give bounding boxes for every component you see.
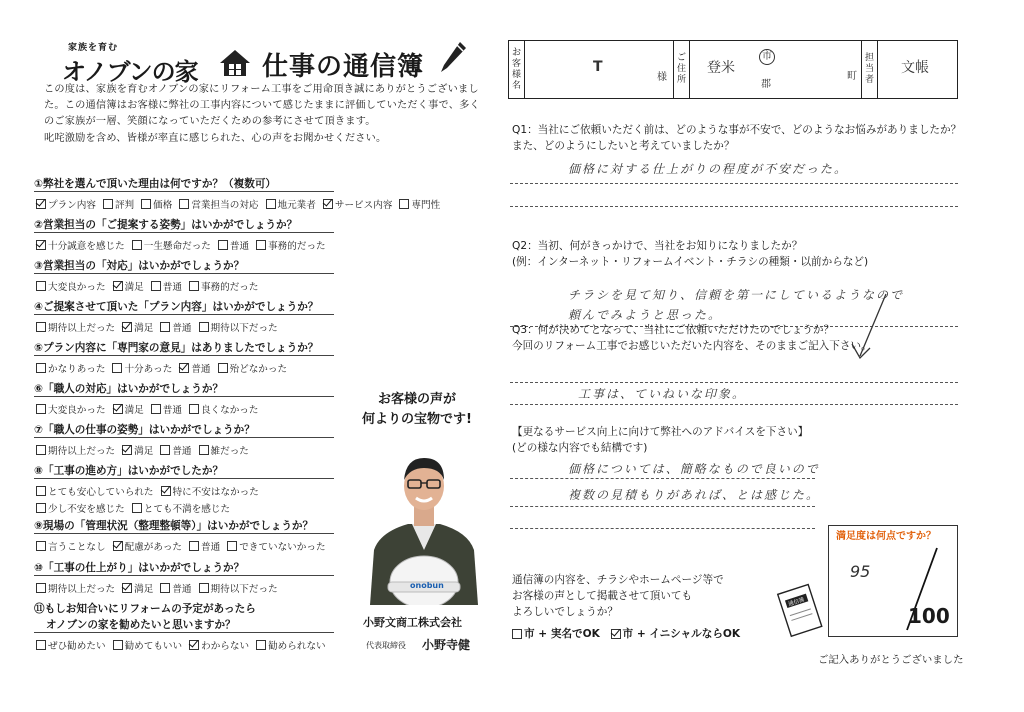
option-label: 普通 <box>201 542 221 553</box>
option-11-3[interactable] <box>189 638 249 652</box>
checkbox[interactable] <box>36 486 46 496</box>
score-title: 満足度は何点ですか？ <box>836 531 936 542</box>
option-9-1[interactable] <box>36 539 106 553</box>
option-6-3[interactable] <box>151 402 182 416</box>
handwritten-answer: 頼んでみようと思った。 <box>568 308 723 322</box>
honorific: 様 <box>657 72 667 83</box>
staff-name: 文帳 <box>901 60 929 76</box>
checkbox[interactable] <box>218 363 228 373</box>
checkbox[interactable] <box>189 404 199 414</box>
option-row <box>36 279 266 294</box>
option-11-1[interactable] <box>36 638 106 652</box>
option-label: 評判 <box>114 200 135 211</box>
question-label: ⑨現場の「管理状況（整理整頓等）」はいかがでしょうか？ <box>34 520 314 532</box>
checkbox[interactable] <box>36 404 46 414</box>
customer-name: T <box>593 59 603 75</box>
question-underline <box>34 437 334 438</box>
option-label: 十分誠意を感じた <box>48 241 125 252</box>
option-label: 事務的だった <box>268 241 326 252</box>
option-label: 言うことなし <box>48 542 106 553</box>
option-row <box>36 443 256 458</box>
option-6-2[interactable] <box>113 402 144 416</box>
option-5-4[interactable] <box>218 361 288 375</box>
checkbox[interactable] <box>611 629 621 639</box>
option-row <box>36 484 266 499</box>
option-label: わからない <box>201 641 250 652</box>
question-label: ⑩「工事の仕上がり」はいかがでしょうか？ <box>34 562 245 574</box>
option-label: とても不満を感じた <box>143 504 231 515</box>
answer-line <box>510 506 815 507</box>
checkbox[interactable] <box>103 199 113 209</box>
option-label: 雑だった <box>210 446 249 457</box>
option-row <box>36 361 294 376</box>
booklet-label: 通信簿 <box>787 597 806 608</box>
checkbox[interactable] <box>160 445 170 455</box>
checkbox[interactable] <box>122 583 132 593</box>
question-underline <box>34 478 334 479</box>
option-1-7[interactable] <box>399 197 440 211</box>
option-label: プラン内容 <box>48 200 96 211</box>
answer-line <box>510 478 815 479</box>
option-label: 期待以下だった <box>210 323 278 334</box>
handwritten-answer: 複数の見積もりがあれば、とは感じた。 <box>568 488 821 502</box>
option-label: 普通 <box>172 323 192 334</box>
answer-line <box>510 382 958 383</box>
option-2-2[interactable] <box>132 238 211 252</box>
option-11-2[interactable] <box>113 638 183 652</box>
pencil-icon <box>438 40 468 76</box>
question-label: ⑦「職人の仕事の姿勢」はいかがでしょうか？ <box>34 424 255 436</box>
booklet-icon <box>776 582 826 640</box>
option-label: とても安心していられた <box>48 487 154 498</box>
option-7-4[interactable] <box>199 443 249 457</box>
checkbox[interactable] <box>36 640 46 650</box>
question-line: Q2：当初、何がきっかけで、当社をお知りになりましたか？ <box>512 240 803 252</box>
handwritten-answer: チラシを見て知り、信頼を第一にしているようなので <box>568 288 905 302</box>
score-max: 100 <box>908 604 950 628</box>
checkbox[interactable] <box>112 363 122 373</box>
page-title: 仕事の通信簿 <box>262 52 425 82</box>
option-label: できていないかった <box>239 542 326 553</box>
option-label: 十分あった <box>124 364 173 375</box>
option-label: 大変良かった <box>48 405 106 416</box>
voice-line: 何よりの宝物です! <box>362 412 472 427</box>
intro-line: のご家族が一層、笑顔になっていただくための参考にさせて頂きます。 <box>44 116 376 128</box>
question-underline <box>34 355 334 356</box>
checkbox[interactable] <box>256 640 266 650</box>
voice-line: お客様の声が <box>377 392 456 407</box>
consent-option-realname[interactable] <box>512 626 600 641</box>
checkbox[interactable] <box>160 583 170 593</box>
free-question-2 <box>512 238 982 270</box>
consent-line: よろしいでしょうか？ <box>512 606 618 618</box>
option-row <box>36 501 237 516</box>
option-label: 満足 <box>134 323 154 334</box>
checkbox[interactable] <box>199 445 209 455</box>
option-label: 配慮があった <box>124 542 183 553</box>
checkbox[interactable] <box>36 541 46 551</box>
option-1-6[interactable] <box>323 197 393 211</box>
option-9-4[interactable] <box>227 539 325 553</box>
question-line: また、どのようにしたいと考えていましたか？ <box>512 140 735 152</box>
checkbox[interactable] <box>36 445 46 455</box>
checkbox[interactable] <box>113 404 123 414</box>
option-label: 大変良かった <box>48 282 106 293</box>
question-underline <box>34 314 334 315</box>
option-label: 価格 <box>153 200 173 211</box>
checkbox[interactable] <box>122 445 132 455</box>
option-label: 専門性 <box>411 200 441 211</box>
question-underline <box>34 575 334 576</box>
checkbox[interactable] <box>113 640 123 650</box>
question-line: (どの様な内容でも結構です) <box>512 442 648 454</box>
checkbox[interactable] <box>36 322 46 332</box>
option-1-3[interactable] <box>141 197 172 211</box>
arrow-icon <box>848 290 908 370</box>
helmet-logo-text: onobun <box>410 581 444 590</box>
checkbox[interactable] <box>399 199 409 209</box>
option-label: かなりあった <box>48 364 106 375</box>
option-label: 期待以上だった <box>48 323 116 334</box>
free-question-1 <box>512 122 982 154</box>
option-2-3[interactable] <box>218 238 249 252</box>
question-underline <box>34 533 334 534</box>
question-label: ③営業担当の「対応」はいかがでしょうか？ <box>34 260 245 272</box>
question-underline <box>34 191 334 192</box>
option-row <box>36 320 285 335</box>
checkbox[interactable] <box>179 363 189 373</box>
checkbox[interactable] <box>189 541 199 551</box>
option-2-1[interactable] <box>36 238 125 252</box>
question-label: ④ご提案させて頂いた「プラン内容」はいかがでしょうか？ <box>34 301 319 313</box>
option-label: 勧めてもいい <box>124 641 183 652</box>
option-6-4[interactable] <box>189 402 259 416</box>
publication-consent-question <box>512 572 742 620</box>
option-5-2[interactable] <box>112 361 172 375</box>
checkbox[interactable] <box>36 363 46 373</box>
option-label: 普通 <box>162 282 182 293</box>
customer-info-table <box>508 40 958 99</box>
checkbox[interactable] <box>122 322 132 332</box>
option-3-1[interactable] <box>36 279 106 293</box>
option-label: 期待以下だった <box>210 584 278 595</box>
consent-line: お客様の声として掲載させて頂いても <box>512 590 693 602</box>
option-label: 事務的だった <box>200 282 259 293</box>
option-label: 地元業者 <box>277 200 316 211</box>
option-label: 特に不安はなかった <box>172 487 259 498</box>
checkbox[interactable] <box>36 281 46 291</box>
option-row <box>36 197 447 212</box>
option-3-3[interactable] <box>151 279 182 293</box>
free-question-4 <box>512 424 982 456</box>
answer-line <box>510 528 815 529</box>
option-4-2[interactable] <box>122 320 153 334</box>
gun-unit: 郡 <box>761 79 771 90</box>
option-3-4[interactable] <box>189 279 259 293</box>
logo-tagline: 家族を育む <box>68 43 119 53</box>
question-line: 今回のリフォーム工事でお感じいただいた内容を、そのままご記入下さい。 <box>512 340 872 352</box>
option-label: サービス内容 <box>334 200 393 211</box>
option-7-2[interactable] <box>122 443 153 457</box>
option-label: 期待以上だった <box>48 446 116 457</box>
checkbox[interactable] <box>132 240 142 250</box>
question-line: Q1：当社にご依頼いただく前は、どのような事が不安で、どのようなお悩みがありましたか？ <box>512 124 962 136</box>
consent-options <box>512 626 747 642</box>
answer-line <box>510 183 958 184</box>
checkbox[interactable] <box>199 583 209 593</box>
option-5-3[interactable] <box>179 361 210 375</box>
checkbox[interactable] <box>189 640 199 650</box>
option-3-2[interactable] <box>113 279 144 293</box>
option-7-3[interactable] <box>160 443 191 457</box>
house-icon <box>218 48 252 78</box>
checkbox[interactable] <box>189 281 199 291</box>
intro-line: た。この通信簿はお客様に弊社の工事内容について感じたままに評価していただく事で、多く <box>44 100 480 112</box>
option-10-4[interactable] <box>199 581 278 595</box>
checkbox[interactable] <box>36 583 46 593</box>
checkbox[interactable] <box>141 199 151 209</box>
option-label: 良くなかった <box>200 405 259 416</box>
checkbox[interactable] <box>151 281 161 291</box>
checkbox[interactable] <box>218 240 228 250</box>
option-5-1[interactable] <box>36 361 105 375</box>
option-10-3[interactable] <box>160 581 191 595</box>
handwritten-answer: 価格については、簡略なもので良いので <box>568 462 820 476</box>
option-label: 満足 <box>124 282 144 293</box>
option-row <box>36 638 333 653</box>
consent-line: 通信簿の内容を、チラシやホームページ等で <box>512 574 724 586</box>
option-1-1[interactable] <box>36 197 96 211</box>
option-label: 普通 <box>162 405 182 416</box>
handwritten-answer: 価格に対する仕上がりの程度が不安だった。 <box>568 162 849 176</box>
option-row <box>36 539 333 554</box>
option-label: 期待以上だった <box>48 584 116 595</box>
intro-text <box>44 82 499 147</box>
free-question-3 <box>512 322 982 354</box>
option-8-2[interactable] <box>161 484 259 498</box>
question-underline <box>34 632 334 633</box>
address-label: ご 住 所 <box>673 41 690 98</box>
option-10-1[interactable] <box>36 581 115 595</box>
brand-logo: オノブンの家 <box>62 58 198 86</box>
option-label: 満足 <box>124 405 144 416</box>
town-unit: 町 <box>847 71 857 82</box>
customer-name-label: お 客 様 名 <box>509 41 525 98</box>
checkbox[interactable] <box>256 240 266 250</box>
city-unit-circled: 市 <box>759 49 775 65</box>
checkbox[interactable] <box>36 199 46 209</box>
question-line: 【更なるサービス向上に向けて弊社へのアドバイスを下さい】 <box>512 426 809 438</box>
option-8-12[interactable] <box>132 501 230 515</box>
checkbox[interactable] <box>113 281 123 291</box>
checkbox[interactable] <box>36 503 46 513</box>
option-1-2[interactable] <box>103 197 134 211</box>
option-1-5[interactable] <box>266 197 316 211</box>
option-label: 殆どなかった <box>229 364 288 375</box>
checkbox[interactable] <box>36 240 46 250</box>
rep-title: 代表取締役 <box>366 641 406 650</box>
rep-name: 小野寺健 <box>422 638 471 652</box>
question-label: ⑧「工事の進め方」はいかがでしたか？ <box>34 465 224 477</box>
option-label: 普通 <box>229 241 250 252</box>
question-label: ②営業担当の「ご提案する姿勢」はいかがでしょうか？ <box>34 219 298 231</box>
question-underline <box>34 396 334 397</box>
consent-option-initial[interactable] <box>611 626 741 641</box>
option-label: 市 + 実名でOK <box>524 628 600 640</box>
voice-callout <box>352 390 482 430</box>
checkbox[interactable] <box>151 404 161 414</box>
score-value: 95 <box>850 562 871 581</box>
option-2-4[interactable] <box>256 238 326 252</box>
option-label: 一生懸命だった <box>143 241 211 252</box>
option-label: 勧められない <box>268 641 326 652</box>
question-label: ⑥「職人の対応」はいかがでしょうか？ <box>34 383 224 395</box>
checkbox[interactable] <box>266 199 276 209</box>
question-label: ①弊社を選んで頂いた理由は何ですか？（複数可） <box>34 178 277 190</box>
answer-line <box>510 206 958 207</box>
option-label: 普通 <box>191 364 211 375</box>
option-row <box>36 581 285 596</box>
option-label: 営業担当の対応 <box>191 200 259 211</box>
thanks-message: ご記入ありがとうございました <box>818 654 964 666</box>
handwritten-answer: 工事は、ていねいな印象。 <box>578 387 747 401</box>
option-4-1[interactable] <box>36 320 115 334</box>
option-8-11[interactable] <box>36 501 125 515</box>
option-label: 少し不安を感じた <box>48 504 125 515</box>
option-7-1[interactable] <box>36 443 115 457</box>
intro-line: この度は、家族を育むオノブンの家にリフォーム工事をご用命頂き誠にありがとうございまし <box>44 84 479 95</box>
option-row <box>36 402 266 417</box>
option-label: 普通 <box>172 584 192 595</box>
question-label: ⑤プラン内容に「専門家の意見」はありましたでしょうか？ <box>34 342 319 354</box>
checkbox[interactable] <box>227 541 237 551</box>
option-row <box>36 238 333 253</box>
company-name: 小野文商工株式会社 <box>363 616 462 629</box>
option-11-4[interactable] <box>256 638 326 652</box>
question-underline <box>34 273 334 274</box>
address-city: 登米 <box>707 60 735 76</box>
option-label: 満足 <box>134 446 154 457</box>
intro-line: 叱咤激励を含め、皆様が率直に感じられた、心の声をお聞かせください。 <box>44 132 387 144</box>
option-label: 普通 <box>172 446 192 457</box>
question-label-cont: オノブンの家を勧めたいと思いますか？ <box>46 619 236 631</box>
staff-label: 担 当 者 <box>861 41 878 98</box>
question-line: Q3：何が決めてとなって、当社にご依頼いただけたのでしょうか？ <box>512 324 835 336</box>
option-9-2[interactable] <box>113 539 182 553</box>
question-label: ⑪もしお知合いにリフォームの予定があったら <box>34 603 256 615</box>
option-10-2[interactable] <box>122 581 153 595</box>
checkbox[interactable] <box>132 503 142 513</box>
option-label: 市 + イニシャルならOK <box>622 628 741 640</box>
question-line: (例：インターネット・リフォームイベント・チラシの種類・以前からなど) <box>512 256 869 268</box>
checkbox[interactable] <box>113 541 123 551</box>
option-8-1[interactable] <box>36 484 154 498</box>
checkbox[interactable] <box>179 199 189 209</box>
option-6-1[interactable] <box>36 402 106 416</box>
option-9-3[interactable] <box>189 539 220 553</box>
question-underline <box>34 232 334 233</box>
checkbox[interactable] <box>512 629 522 639</box>
option-label: 満足 <box>134 584 154 595</box>
representative-photo <box>360 440 488 605</box>
checkbox[interactable] <box>160 322 170 332</box>
checkbox[interactable] <box>323 199 333 209</box>
answer-line <box>510 404 958 405</box>
option-4-4[interactable] <box>199 320 278 334</box>
option-4-3[interactable] <box>160 320 191 334</box>
option-label: ぜひ勧めたい <box>48 641 106 652</box>
checkbox[interactable] <box>161 486 171 496</box>
checkbox[interactable] <box>199 322 209 332</box>
option-1-4[interactable] <box>179 197 258 211</box>
